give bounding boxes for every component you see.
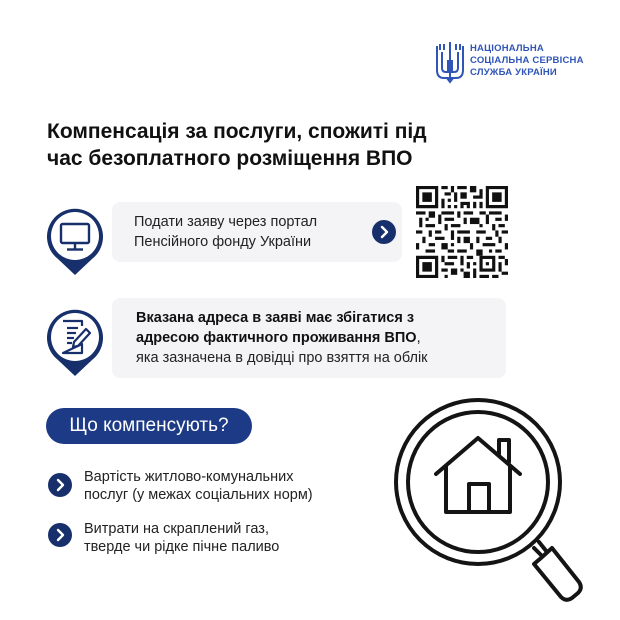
- step-1-card: [112, 202, 402, 262]
- step-1-line-2: Пенсійного фонду України: [134, 234, 312, 250]
- title-line-1: Компенсація за послуги, спожиті під: [47, 120, 427, 143]
- magnifier-house-icon: [384, 392, 584, 614]
- step-2-bold-line-1: Вказана адреса в заяві має збігатися з: [136, 310, 415, 326]
- qr-code-icon[interactable]: [416, 186, 508, 278]
- list-item: [84, 468, 313, 504]
- step-2-line-3: яка зазначена в довідці про взяття на облік: [136, 350, 428, 366]
- org-name-line-3: СЛУЖБА УКРАЇНИ: [470, 67, 557, 78]
- item-1-line-1: Вартість житлово-комунальних: [84, 469, 294, 485]
- title-line-2: час безоплатного розміщення ВПО: [47, 147, 413, 170]
- computer-monitor-icon: [42, 203, 108, 282]
- chevron-right-icon: [372, 220, 396, 244]
- chevron-right-icon: [48, 523, 72, 547]
- step-2-bold-line-2: адресою фактичного проживання ВПО: [136, 330, 417, 346]
- step-1-line-1: Подати заяву через портал: [134, 214, 318, 230]
- bullet-1: [48, 473, 72, 497]
- step-1-arrow-button[interactable]: [372, 220, 396, 244]
- ukraine-trident-icon: [434, 40, 466, 84]
- list-item: [84, 520, 279, 556]
- bullet-2: [48, 523, 72, 547]
- item-2-line-2: тверде чи рідке пічне паливо: [84, 539, 280, 555]
- step-2-card: [112, 298, 506, 378]
- logo: [434, 40, 604, 86]
- org-name-line-1: НАЦІОНАЛЬНА: [470, 43, 544, 54]
- page-title: [47, 118, 567, 172]
- item-2-line-1: Витрати на скраплений газ,: [84, 521, 269, 537]
- item-1-line-2: послуг (у межах соціальних норм): [84, 487, 313, 503]
- chevron-right-icon: [48, 473, 72, 497]
- compensation-heading: Що компенсують?: [46, 408, 252, 444]
- step-2-comma: ,: [416, 330, 421, 346]
- document-pen-icon: [42, 304, 108, 383]
- org-name-line-2: СОЦІАЛЬНА СЕРВІСНА: [470, 55, 584, 66]
